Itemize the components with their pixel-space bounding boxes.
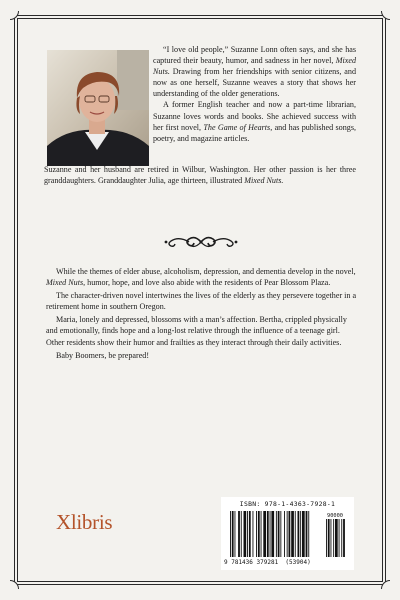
bio-paragraph: Suzanne and her husband are retired in Wilbur, Washington. Her other passion is her three granddaughters. Granddaughter Julia, age thirteen, illustrated Mixed Nuts. (44, 165, 356, 186)
bio-paragraph: A former English teacher and now a part-time librarian, Suzanne loves words and books. She achieved success with her first novel, The Game of Hearts, and has published songs, poetry, and magazine articles. (153, 100, 356, 143)
book-title: Mixed Nuts (46, 278, 84, 288)
bio-paragraph: “I love old people,” Suzanne Lonn often says, and she has captured their beauty, humor, and sadness in her novel, Mixed Nuts. Drawing from her friendships with senior citizens, and now as one herself, Suzanne weaves a story that shows her understanding of the older generations. (153, 45, 356, 99)
isbn-barcode-block (221, 497, 354, 570)
isbn-label: ISBN: 978-1-4363-7928-1 (239, 500, 336, 508)
price-code: 90000 (327, 513, 343, 519)
ornament-divider (163, 233, 239, 251)
book-title: Mixed Nuts. (153, 56, 356, 77)
description-paragraph: While the themes of elder abuse, alcoholism, depression, and dementia develop in the novel, Mixed Nuts, humor, hope, and love also abide with the residents of Pear Blossom Plaza. (46, 267, 356, 288)
book-title: Mixed Nuts. (244, 176, 284, 186)
barcode-icon (230, 511, 350, 559)
publisher-logo: Xlibris (56, 510, 113, 534)
book-title: The Game of Hearts (203, 122, 271, 132)
barcode-digits: 9 781436 379281 (53904) (224, 559, 311, 566)
book-description (46, 266, 358, 363)
description-paragraph: The character-driven novel intertwines the lives of the elderly as they persevere together in a retirement home in southern Oregon. (46, 291, 357, 312)
author-bio (44, 44, 356, 186)
description-paragraph: Baby Boomers, be prepared! (56, 350, 150, 360)
description-paragraph: Maria, lonely and depressed, blossoms with a man’s affection. Bertha, crippled physically and emotionally, finds hope and a long-lost relative through the influence of a teenage girl. Other residents show their humor and frailties as they interact through their daily activities. (46, 315, 347, 347)
